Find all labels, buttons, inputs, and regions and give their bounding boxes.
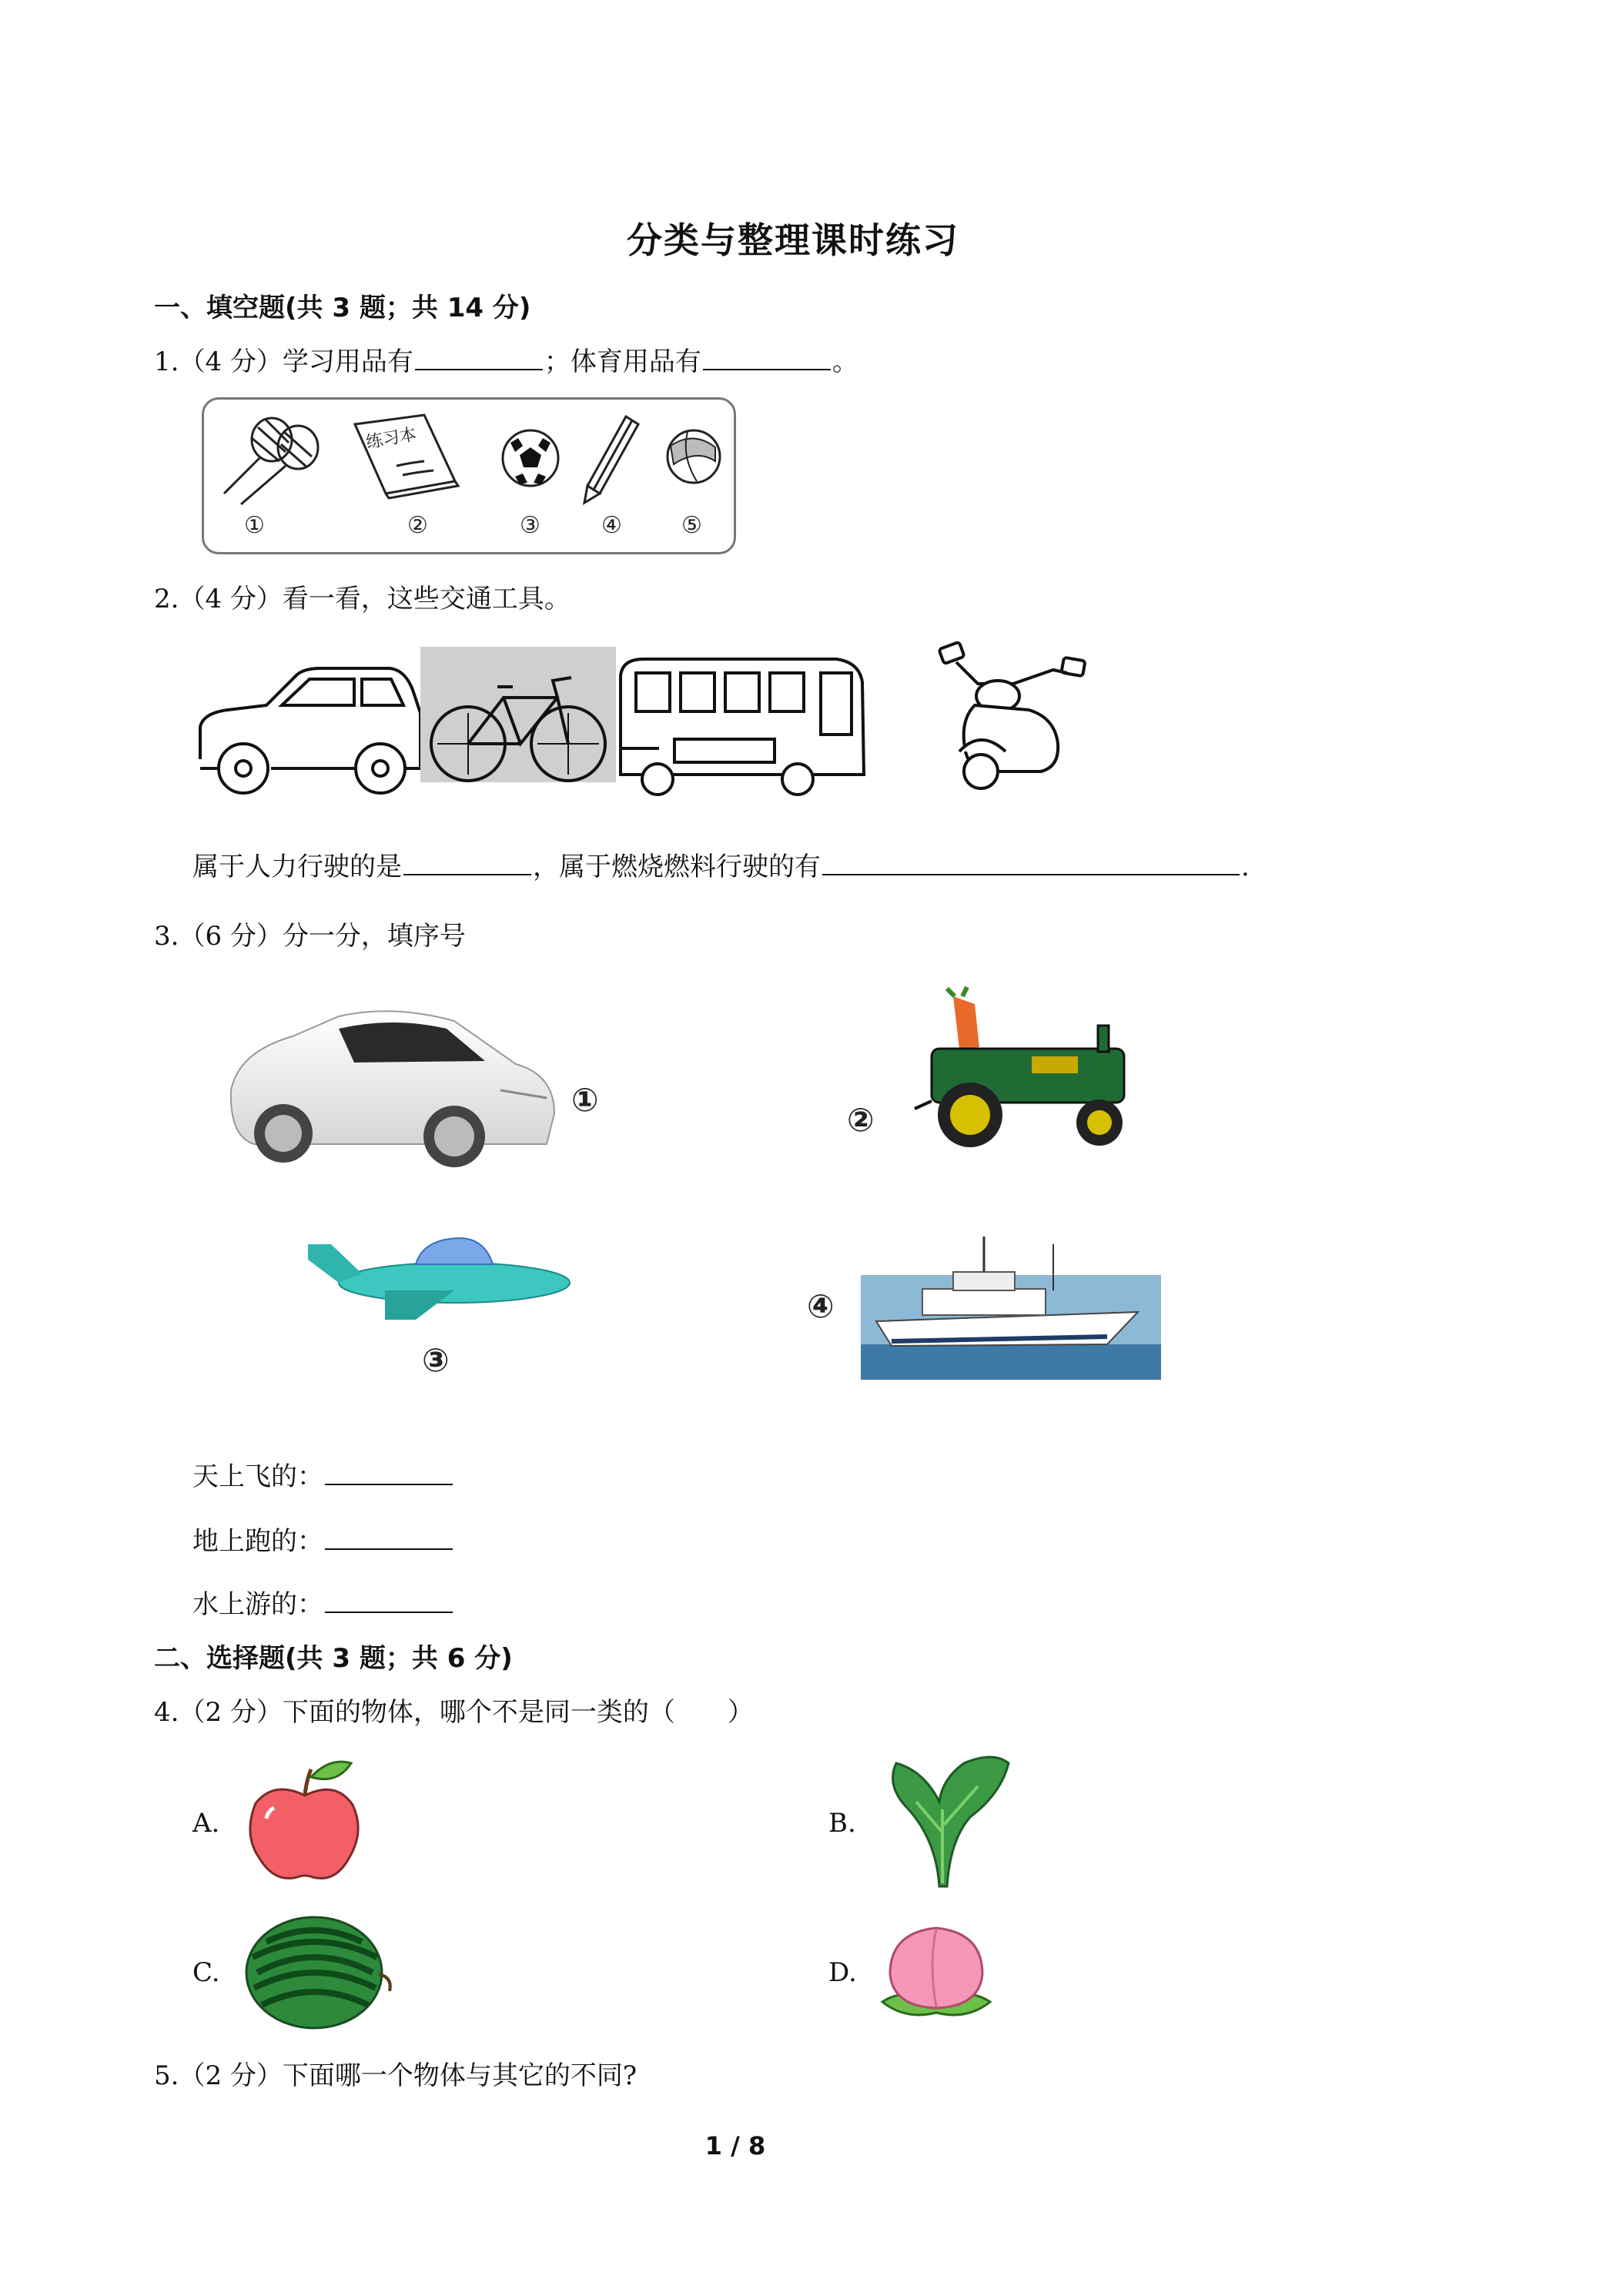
question-2-fuel-label: ，属于燃烧燃料行驶的有 xyxy=(533,852,821,882)
answer-blank-sky[interactable] xyxy=(325,1458,453,1485)
ground-label: 地上跑的： xyxy=(192,1526,323,1557)
item-label-5: ⑤ xyxy=(681,512,702,539)
answer-blank-ground[interactable] xyxy=(325,1522,453,1550)
tractor-icon xyxy=(909,993,1155,1155)
answer-blank-1a[interactable] xyxy=(415,343,543,370)
section-heading-multiple-choice: 二、选择题(共 3 题；共 6 分) xyxy=(154,1643,513,1674)
svg-text:练习本: 练习本 xyxy=(364,424,418,453)
sports-car-icon xyxy=(223,998,608,1190)
item-label-1: ① xyxy=(244,512,265,539)
question-2-end: . xyxy=(1241,852,1250,882)
bicycle-icon xyxy=(420,647,616,782)
sky-label: 天上飞的： xyxy=(192,1461,323,1492)
question-4: 4.（2 分）下面的物体，哪个不是同一类的（ ） xyxy=(154,1697,754,1728)
vehicle-label-3: ③ xyxy=(422,1341,450,1379)
answer-ground-line xyxy=(192,1520,454,1558)
option-b-label[interactable]: B. xyxy=(828,1808,856,1839)
item-label-2: ② xyxy=(407,512,428,539)
question-3: 3.（6 分）分一分，填序号 xyxy=(154,921,466,952)
watermelon-icon xyxy=(242,1911,396,2034)
question-1-end: 。 xyxy=(832,346,858,377)
question-1-prefix: 1.（4 分）学习用品有 xyxy=(154,346,413,377)
ball-icon xyxy=(204,400,734,552)
apple-icon xyxy=(243,1757,366,1888)
question-2-answer-line xyxy=(192,845,1250,883)
answer-sky-line xyxy=(192,1455,454,1493)
vehicle-label-2: ② xyxy=(847,1101,875,1139)
question-5: 5.（2 分）下面哪一个物体与其它的不同? xyxy=(154,2060,637,2091)
question-2: 2.（4 分）看一看，这些交通工具。 xyxy=(154,584,571,614)
option-c-label[interactable]: C. xyxy=(192,1957,220,1988)
car-icon xyxy=(200,668,420,793)
water-label: 水上游的： xyxy=(192,1589,323,1620)
answer-water-line xyxy=(192,1583,454,1621)
airplane-icon xyxy=(300,1229,577,1329)
scooter-icon xyxy=(939,642,1085,788)
page-title: 分类与整理课时练习 xyxy=(627,219,959,261)
answer-blank-2b[interactable] xyxy=(822,848,1240,875)
vehicles-figure xyxy=(197,636,1098,818)
answer-blank-2a[interactable] xyxy=(403,848,531,875)
answer-blank-1b[interactable] xyxy=(703,343,831,370)
peach-icon xyxy=(875,1917,998,2025)
ship-icon xyxy=(861,1229,1161,1380)
vehicle-label-4: ④ xyxy=(807,1287,835,1325)
question-1 xyxy=(154,340,858,378)
item-label-4: ④ xyxy=(601,512,622,539)
option-d-label[interactable]: D. xyxy=(828,1957,857,1988)
question-2-human-powered-label: 属于人力行驶的是 xyxy=(192,852,402,882)
answer-blank-water[interactable] xyxy=(325,1585,453,1613)
bus-icon xyxy=(621,659,864,795)
question-1-mid: ；体育用品有 xyxy=(544,346,701,377)
section-heading-fill-in: 一、填空题(共 3 题；共 14 分) xyxy=(154,293,531,323)
vehicle-label-1: ① xyxy=(571,1081,599,1119)
spinach-icon xyxy=(878,1748,1016,1894)
item-label-3: ③ xyxy=(520,512,540,539)
school-sports-items-figure xyxy=(202,397,736,554)
option-a-label[interactable]: A. xyxy=(192,1808,220,1839)
page-number: 1 / 8 xyxy=(704,2131,766,2160)
